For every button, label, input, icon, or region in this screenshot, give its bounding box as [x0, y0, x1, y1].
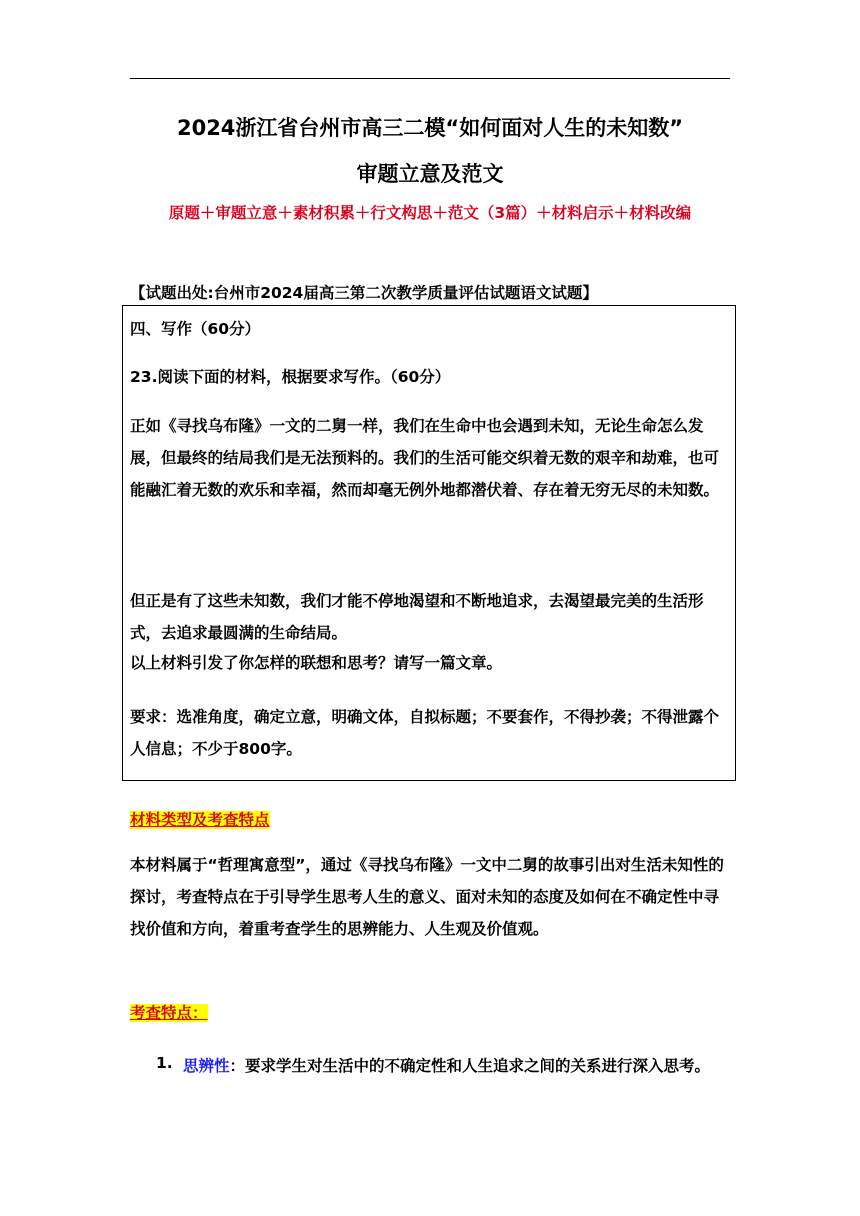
analysis-body: 本材料属于“哲理寓意型”，通过《寻找乌布隆》一文中二舅的故事引出对生活未知性的探讨，考查特点在于引导学生思考人生的意义、面对未知的态度及如何在不确定性中寻找价值和方向，着重考查学生的思辨能力、人生观及价值观。 — [130, 856, 724, 938]
top-rule — [130, 78, 730, 79]
question-prompt: 23.阅读下面的材料，根据要求写作。（60分） — [130, 368, 451, 386]
list-item-label: 思辨性 — [183, 1057, 230, 1075]
question-material-para3: 以上材料引发了你怎样的联想和思考？请写一篇文章。 — [130, 654, 503, 672]
source-note: 【试题出处:台州市2024届高三第二次教学质量评估试题语文试题】 — [130, 284, 598, 302]
list-item-text: ：要求学生对生活中的不确定性和人生追求之间的关系进行深入思考。 — [229, 1057, 711, 1075]
question-material-para1: 正如《寻找乌布隆》一文的二舅一样，我们在生命中也会遇到未知，无论生命怎么发展，但最终的结局我们是无法预料的。我们的生活可能交织着无数的艰辛和劫难，也可能融汇着无数的欢乐和幸福，然而却毫无例外地都潜伏着、存在着无穷无尽的未知数。 — [130, 417, 720, 499]
document-title: 2024浙江省台州市高三二模“如何面对人生的未知数” — [176, 116, 684, 140]
list-item-number: 1. — [156, 1054, 173, 1072]
question-requirements: 要求：选准角度，确定立意，明确文体，自拟标题；不要套作，不得抄袭；不得泄露个人信息；不少于800字。 — [130, 708, 720, 758]
features-heading — [130, 1001, 208, 1023]
question-material-para2: 但正是有了这些未知数，我们才能不停地渴望和不断地追求，去渴望最完美的生活形式，去追求最圆满的生命结局。 — [130, 592, 704, 642]
analysis-heading-text: 材料类型及考查特点 — [130, 811, 270, 829]
analysis-heading — [130, 808, 270, 830]
document-subtitle: 原题＋审题立意＋素材积累＋行文构思＋范文（3篇）＋材料启示＋材料改编 — [168, 204, 692, 222]
list-item — [183, 1050, 743, 1082]
document-title-line2: 审题立意及范文 — [356, 162, 504, 186]
question-section: 四、写作（60分） — [130, 320, 261, 338]
features-heading-text: 考查特点： — [130, 1004, 208, 1022]
